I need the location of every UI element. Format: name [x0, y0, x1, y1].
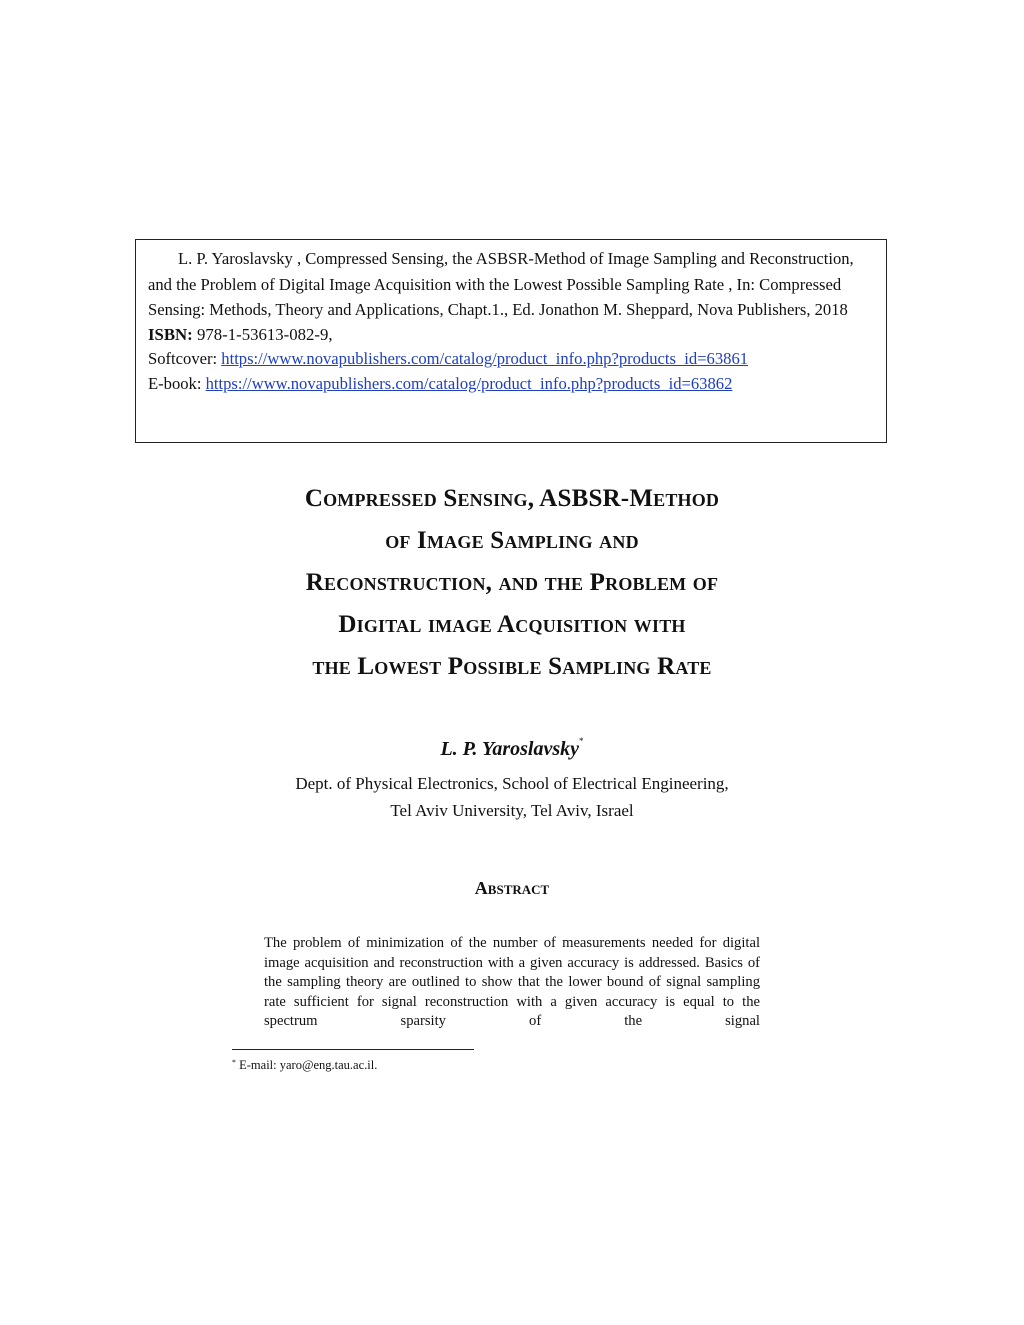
softcover-label: Softcover: — [148, 348, 222, 368]
footnote-marker: * — [232, 1058, 236, 1067]
title-line: Reconstruction, and the Problem of — [305, 569, 719, 596]
affiliation-line: Tel Aviv University, Tel Aviv, Israel — [390, 801, 634, 820]
title-line: the Lowest Possible Sampling Rate — [312, 653, 712, 680]
ebook-label: E-book: — [148, 373, 206, 393]
isbn-label: ISBN: — [148, 324, 193, 344]
citation-box — [135, 239, 887, 443]
author-name: L. P. Yaroslavsky — [440, 738, 580, 760]
author — [200, 738, 824, 761]
softcover-line — [148, 346, 874, 371]
title-line: of Image Sampling and — [385, 527, 639, 554]
isbn-line — [148, 323, 874, 346]
author-footnote-marker: * — [579, 736, 584, 746]
title-line: Digital image Acquisition with — [338, 611, 686, 638]
footnote — [232, 1058, 732, 1073]
ebook-link[interactable]: https://www.novapublishers.com/catalog/product_info.php?products_id=63862 — [205, 373, 733, 393]
abstract-text: The problem of minimization of the number of measurements needed for digital image acquisition and reconstruction with a given accuracy is addressed. Basics of the sampling theory are outlined to show that the lower bound of signal sampling rate sufficient for signal reconstruction with a given accuracy is equal to the spectrum sparsity of the signal — [264, 935, 760, 1029]
citation-text: L. P. Yaroslavsky , Compressed Sensing, the ASBSR-Method of Image Sampling and Reconstruction, and the Problem of Digital Image Acquisition with the Lowest Possible Sampling Rate , In: Compressed Sensing: Methods, Theory and Applications, Chapt.1., Ed. Jonathon M. Sheppard, Nova Publishers, 2018 — [148, 249, 854, 319]
affiliation — [200, 770, 824, 824]
abstract-heading: Abstract — [474, 878, 550, 898]
footnote-text: E-mail: yaro@eng.tau.ac.il. — [236, 1058, 378, 1072]
ebook-line — [148, 371, 874, 396]
softcover-link[interactable]: https://www.novapublishers.com/catalog/product_info.php?products_id=63861 — [221, 348, 749, 368]
isbn-value: 978-1-53613-082-9, — [192, 324, 333, 344]
affiliation-line: Dept. of Physical Electronics, School of Electrical Engineering, — [295, 774, 729, 793]
paper-title — [150, 478, 874, 688]
title-line: Compressed Sensing, ASBSR-Method — [304, 485, 720, 512]
footnote-divider — [232, 1049, 474, 1050]
